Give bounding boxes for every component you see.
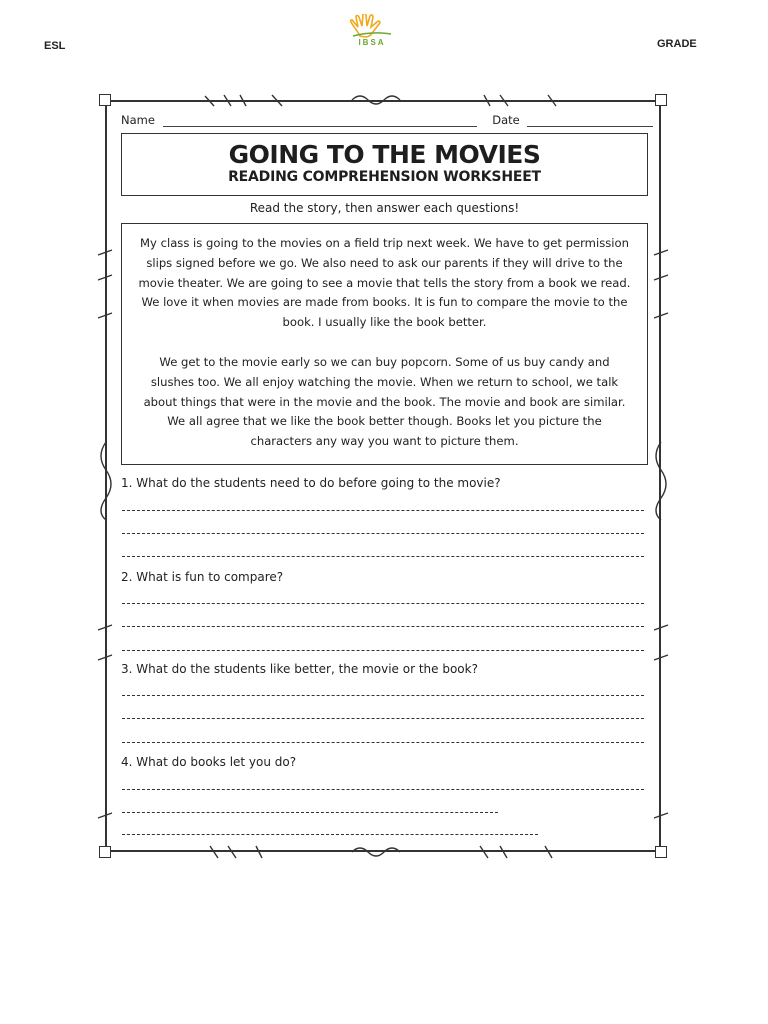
answer-line[interactable] xyxy=(122,650,644,651)
title-box xyxy=(121,133,648,196)
subject-label: ESL xyxy=(44,40,66,52)
frame-corner-top-right xyxy=(655,94,667,106)
worksheet-subtitle: READING COMPREHENSION WORKSHEET xyxy=(228,169,541,185)
answer-line[interactable] xyxy=(122,603,644,604)
question-4: 4. What do books let you do? xyxy=(121,755,297,769)
date-label: Date xyxy=(492,113,520,127)
hand-logo-icon xyxy=(343,14,401,40)
question-2: 2. What is fun to compare? xyxy=(121,570,284,584)
story-paragraph-1: My class is going to the movies on a field trip next week. We have to get permission slips signed before we go. We also need to ask our parents if they will drive to the movie theater. We are going to see a movie that tells the story from a book we read. We love it when movies are made from books. It is fun to compare the movie to the book. I usually like the book better. xyxy=(138,236,631,330)
grade-label: GRADE xyxy=(657,38,697,50)
answer-line[interactable] xyxy=(122,626,644,627)
logo-text: IBSA xyxy=(358,38,386,47)
answer-line[interactable] xyxy=(122,789,644,790)
story-box xyxy=(121,223,648,465)
name-date-row xyxy=(121,113,649,127)
question-3: 3. What do the students like better, the movie or the book? xyxy=(121,662,478,676)
date-field-line[interactable] xyxy=(527,126,653,127)
worksheet-title: GOING TO THE MOVIES xyxy=(228,140,541,169)
answer-line[interactable] xyxy=(122,742,644,743)
answer-line[interactable] xyxy=(122,695,644,696)
instructions-text: Read the story, then answer each questions! xyxy=(249,201,520,215)
answer-line[interactable] xyxy=(122,533,644,534)
answer-line[interactable] xyxy=(122,556,644,557)
frame-corner-bottom-right xyxy=(655,846,667,858)
answer-line[interactable] xyxy=(122,812,498,813)
frame-corner-bottom-left xyxy=(99,846,111,858)
story-paragraph-2: We get to the movie early so we can buy popcorn. Some of us buy candy and slushes too. We all enjoy watching the movie. When we return to school, we talk about things that were in the movie and the book. The movie and book are similar. We all agree that we like the book better though. Books let you picture the characters any way you want to picture them. xyxy=(143,354,626,449)
frame-corner-top-left xyxy=(99,94,111,106)
name-field-line[interactable] xyxy=(163,126,477,127)
answer-line[interactable] xyxy=(122,718,644,719)
answer-line[interactable] xyxy=(122,834,538,835)
ibsa-logo xyxy=(343,14,401,50)
name-label: Name xyxy=(121,113,155,127)
question-1: 1. What do the students need to do before going to the movie? xyxy=(121,476,501,490)
answer-line[interactable] xyxy=(122,510,644,511)
